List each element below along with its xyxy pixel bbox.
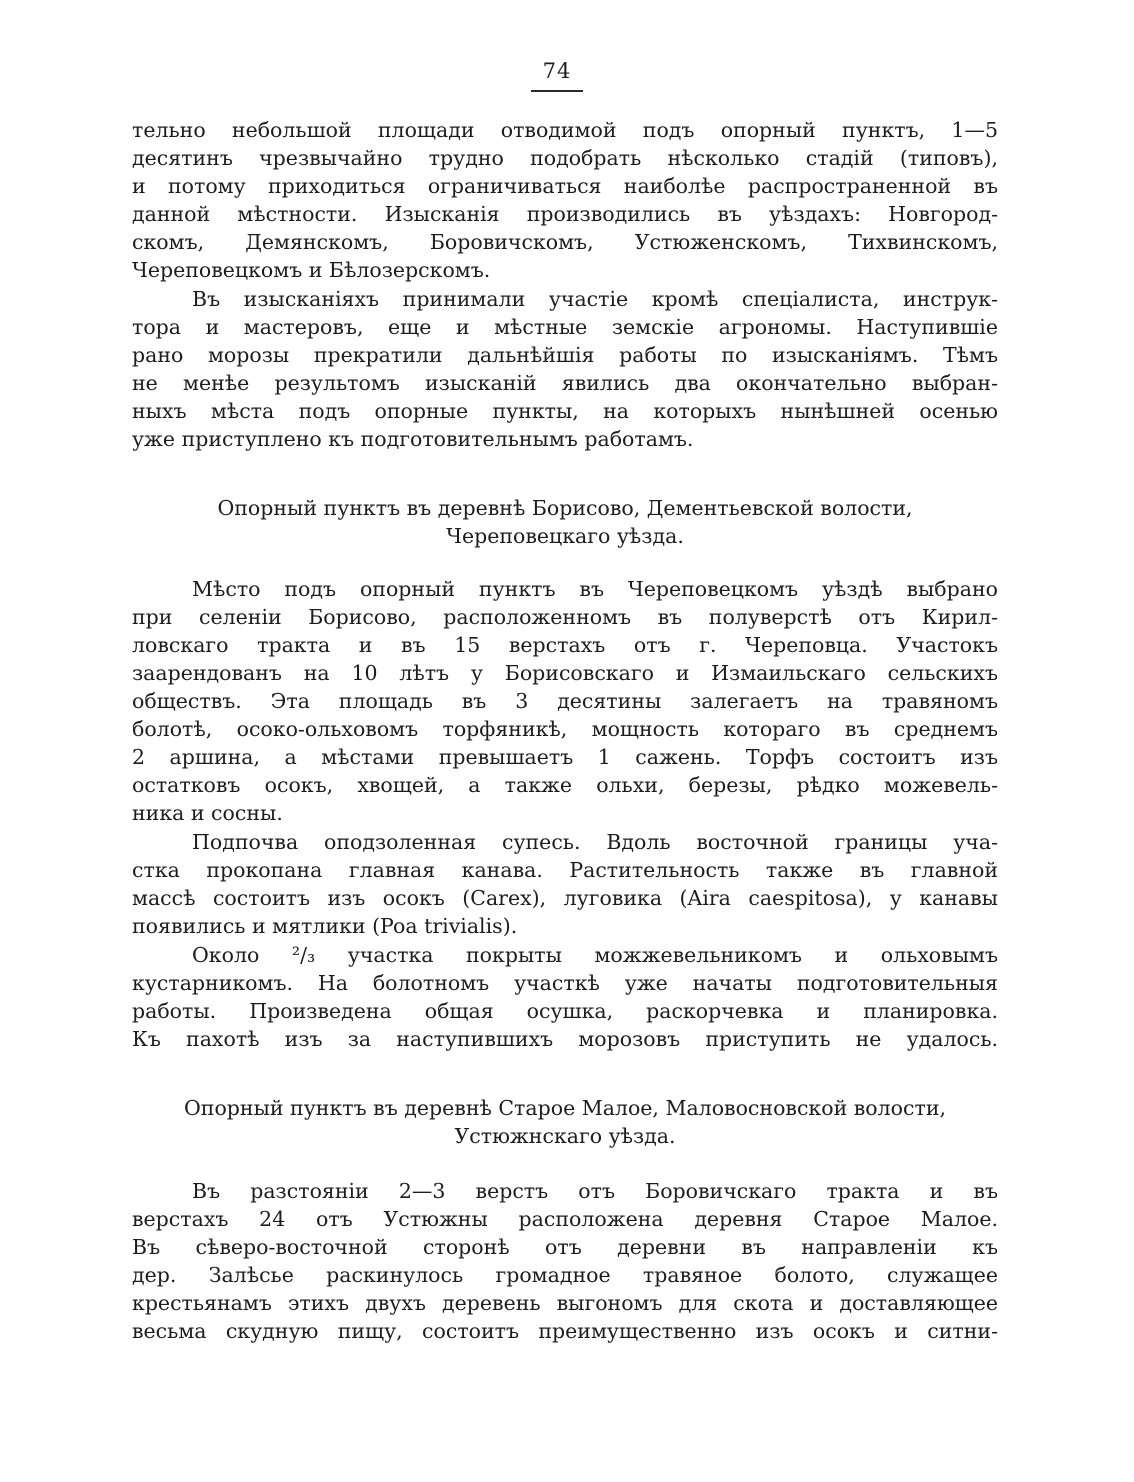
text-line: тора и мастеровъ, еще и мѣстные земскіе агрономы. Наступившіе — [132, 315, 998, 339]
text-line: рано морозы прекратили дальнѣйшія работы по изысканіямъ. Тѣмъ — [132, 343, 998, 367]
text-line: работы. Произведена общая осушка, раскорчевка и планировка. — [132, 999, 998, 1023]
text-line: Около ²/₃ участка покрыты можжевельникомъ и ольховымъ — [192, 943, 998, 967]
text-line: остатковъ осокъ, хвощей, а также ольхи, березы, рѣдко можевель- — [132, 773, 998, 797]
text-line: кустарникомъ. На болотномъ участкѣ уже начаты подготовительныя — [132, 971, 998, 995]
section-heading-staroe-maloe — [132, 1094, 998, 1150]
text-line: появились и мятлики (Poa trivialis). — [132, 914, 518, 938]
page-number-underline — [531, 90, 583, 92]
text-line: данной мѣстности. Изысканія производились въ уѣздахъ: Новгород- — [132, 202, 998, 226]
heading-line: Череповецкаго уѣзда. — [446, 524, 684, 548]
section-heading-borisovo — [132, 494, 998, 550]
paragraph-staroe-maloe-site — [132, 1177, 998, 1345]
heading-line: Устюжнскаго уѣзда. — [454, 1124, 676, 1148]
text-line: тельно небольшой площади отводимой подъ опорный пунктъ, 1—5 — [132, 118, 998, 142]
text-line: массѣ состоитъ изъ осокъ (Carex), луговика (Aira caespitosa), у канавы — [132, 886, 998, 910]
text-line: болотѣ, осоко-ольховомъ торфяникѣ, мощность котораго въ среднемъ — [132, 717, 998, 741]
text-line: ныхъ мѣста подъ опорные пункты, на которыхъ нынѣшней осенью — [132, 399, 998, 423]
text-line: ника и сосны. — [132, 801, 283, 825]
text-line: Къ пахотѣ изъ за наступившихъ морозовъ приступить не удалось. — [132, 1027, 998, 1051]
paragraph-subsoil-vegetation — [132, 828, 998, 940]
text-line: весьма скудную пищу, состоитъ преимущественно изъ осокъ и ситни- — [132, 1319, 998, 1343]
heading-line: Опорный пунктъ въ деревнѣ Старое Малое, Маловосновской волости, — [183, 1096, 947, 1120]
paragraph-survey-participants — [132, 285, 998, 453]
text-line: Въ разстояніи 2—3 верстъ отъ Боровичскаго тракта и въ — [192, 1179, 998, 1203]
text-line: Череповецкомъ и Бѣлозерскомъ. — [132, 258, 491, 282]
text-line: Подпочва оподзоленная супесь. Вдоль восточной границы уча- — [192, 830, 998, 854]
paragraph-survey-districts — [132, 116, 998, 284]
heading-line: Опорный пунктъ въ деревнѣ Борисово, Дементьевской волости, — [217, 496, 913, 520]
text-line: скомъ, Демянскомъ, Боровичскомъ, Устюженскомъ, Тихвинскомъ, — [132, 230, 998, 254]
text-line: верстахъ 24 отъ Устюжны расположена деревня Старое Малое. — [132, 1207, 998, 1231]
text-line: Мѣсто подъ опорный пунктъ въ Череповецкомъ уѣздѣ выбрано — [192, 577, 998, 601]
text-line: стка прокопана главная канава. Растительность также въ главной — [132, 858, 998, 882]
text-line: Въ сѣверо-восточной сторонѣ отъ деревни въ направленіи къ — [132, 1235, 998, 1259]
page-number: 74 — [542, 59, 572, 83]
text-line: обществъ. Эта площадь въ 3 десятины залегаетъ на травяномъ — [132, 689, 998, 713]
text-line: 2 аршина, а мѣстами превышаетъ 1 сажень. Торфъ состоитъ изъ — [132, 745, 998, 769]
text-line: десятинъ чрезвычайно трудно подобрать нѣсколько стадій (типовъ), — [132, 146, 998, 170]
text-line: дер. Залѣсье раскинулось громадное травяное болото, служащее — [132, 1263, 998, 1287]
text-line: и потому приходиться ограничиваться наиболѣе распространенной въ — [132, 174, 998, 198]
text-line: при селеніи Борисово, расположенномъ въ полуверстѣ отъ Кирил- — [132, 605, 998, 629]
paragraph-shrub-cover — [132, 941, 998, 1053]
text-line: крестьянамъ этихъ двухъ деревень выгономъ для скота и доставляющее — [132, 1291, 998, 1315]
paragraph-borisovo-site — [132, 575, 998, 827]
text-line: ловскаго тракта и въ 15 верстахъ отъ г. Череповца. Участокъ — [132, 633, 998, 657]
text-line: не менѣе результомъ изысканій явились два окончательно выбран- — [132, 371, 998, 395]
text-line: заарендованъ на 10 лѣтъ у Борисовскаго и Измаильскаго сельскихъ — [132, 661, 998, 685]
text-line: Въ изысканіяхъ принимали участіе кромѣ спеціалиста, инструк- — [192, 287, 998, 311]
text-line: уже приступлено къ подготовительнымъ работамъ. — [132, 427, 694, 451]
